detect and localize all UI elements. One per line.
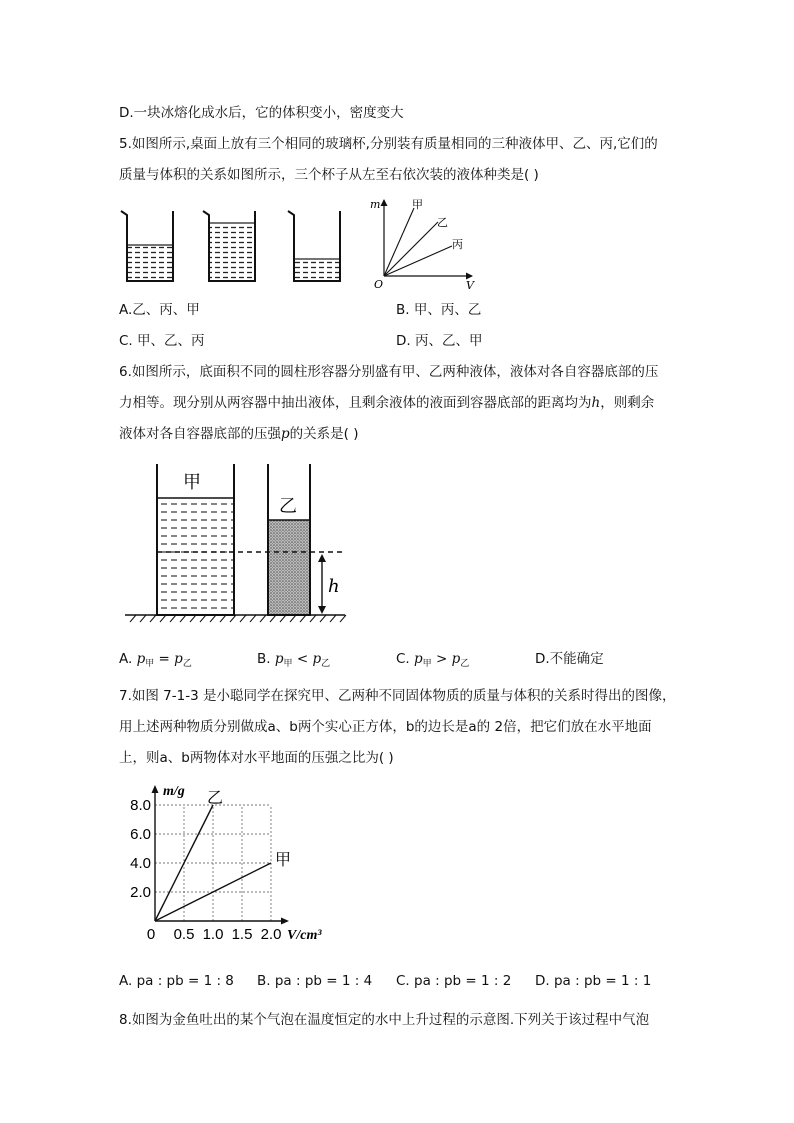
graph-line-yi (384, 222, 438, 276)
x-tick-label-1: 0.5 (173, 926, 195, 943)
beaker-left (121, 211, 173, 281)
y-tick-label-3: 8.0 (130, 797, 151, 814)
beaker-right (288, 211, 340, 281)
x-tick-label-0: 0 (146, 926, 156, 943)
q5-beakers-figure (118, 205, 358, 285)
q5-stem-line1: 5.如图所示,桌面上放有三个相同的玻璃杯,分别装有质量相同的三种液体甲、乙、丙,它们的 (119, 136, 658, 152)
graph-line-jia (384, 208, 414, 276)
x-tick-label-2: 1.0 (202, 926, 224, 943)
q8-stem-line1: 8.如图为金鱼吐出的某个气泡在温度恒定的水中上升过程的示意图.下列关于该过程中气泡 (119, 1012, 650, 1028)
y-tick-label-0: 2.0 (130, 884, 151, 901)
container-yi (268, 464, 310, 615)
q5-option-b: B. 甲、丙、乙 (396, 302, 482, 318)
x-axis-arrow (281, 918, 289, 925)
q4-option-d: D.一块冰熔化成水后，它的体积变小，密度变大 (119, 105, 404, 121)
axis-m: m (370, 198, 381, 211)
q6-option-c: C. $p_甲 > p_乙$ (396, 651, 470, 669)
q6-stem-line3: 液体对各自容器底部的压强p的关系是( ) (119, 426, 359, 442)
y-tick-label-2: 6.0 (130, 826, 151, 843)
beaker-middle (203, 211, 255, 281)
q7-stem-line1: 7.如图 7-1-3 是小聪同学在探究甲、乙两种不同固体物质的质量与体积的关系时得出的图像， (119, 688, 676, 704)
x-axis-label: V/cm³ (287, 928, 322, 943)
x-tick-label-4: 2.0 (260, 926, 282, 943)
container-jia (157, 464, 234, 615)
q7-option-c: C. pa : pb = 1 : 2 (396, 973, 512, 989)
origin-label: O (374, 278, 384, 291)
series-label-0: 乙 (207, 788, 224, 807)
q6-option-b: B. $p_甲 < p_乙$ (257, 651, 331, 669)
series-label-1: 甲 (275, 850, 292, 869)
q6-stem-line1: 6.如图所示，底面积不同的圆柱形容器分别盛有甲、乙两种液体，液体对各自容器底部的压 (119, 364, 659, 380)
label-yi: 乙 (279, 496, 297, 517)
q6-option-a: A. $p_甲 = p_乙$ (119, 651, 192, 669)
label-jia: 甲 (412, 198, 423, 211)
y-axis-label: m/g (163, 784, 185, 799)
x-tick-label-3: 1.5 (231, 926, 253, 943)
q7-option-a: A. pa : pb = 1 : 8 (119, 973, 234, 989)
label-yi: 乙 (437, 216, 448, 229)
y-axis-arrow (152, 785, 159, 793)
q7-stem-line3: 上，则a、b两物体对水平地面的压强之比为( ) (119, 750, 394, 766)
label-bing: 丙 (452, 238, 463, 251)
q5-mass-volume-graph (370, 196, 480, 290)
q6-option-d: D.不能确定 (535, 651, 604, 667)
q5-option-d: D. 丙、乙、甲 (396, 333, 483, 349)
q7-option-d: D. pa : pb = 1 : 1 (535, 973, 652, 989)
q5-option-c: C. 甲、乙、丙 (119, 333, 205, 349)
q5-stem-line2: 质量与体积的关系如图所示，三个杯子从左至右依次装的液体种类是( ) (119, 167, 539, 183)
q6-containers-figure (120, 460, 350, 625)
q6-stem-line2: 力相等。现分别从两容器中抽出液体，且剩余液体的液面到容器底部的距离均为h，则剩余 (119, 395, 655, 411)
q7-mass-volume-chart (118, 780, 348, 950)
q7-option-b: B. pa : pb = 1 : 4 (257, 973, 373, 989)
label-jia: 甲 (183, 472, 201, 493)
graph-line-bing (384, 246, 452, 276)
q7-stem-line2: 用上述两种物质分别做成a、b两个实心正方体，b的边长是a的 2倍，把它们放在水平地面 (119, 719, 652, 735)
axis-v: V (466, 279, 474, 292)
label-h: h (328, 576, 340, 597)
q5-option-a: A.乙、丙、甲 (119, 302, 200, 318)
y-tick-label-1: 4.0 (130, 855, 151, 872)
